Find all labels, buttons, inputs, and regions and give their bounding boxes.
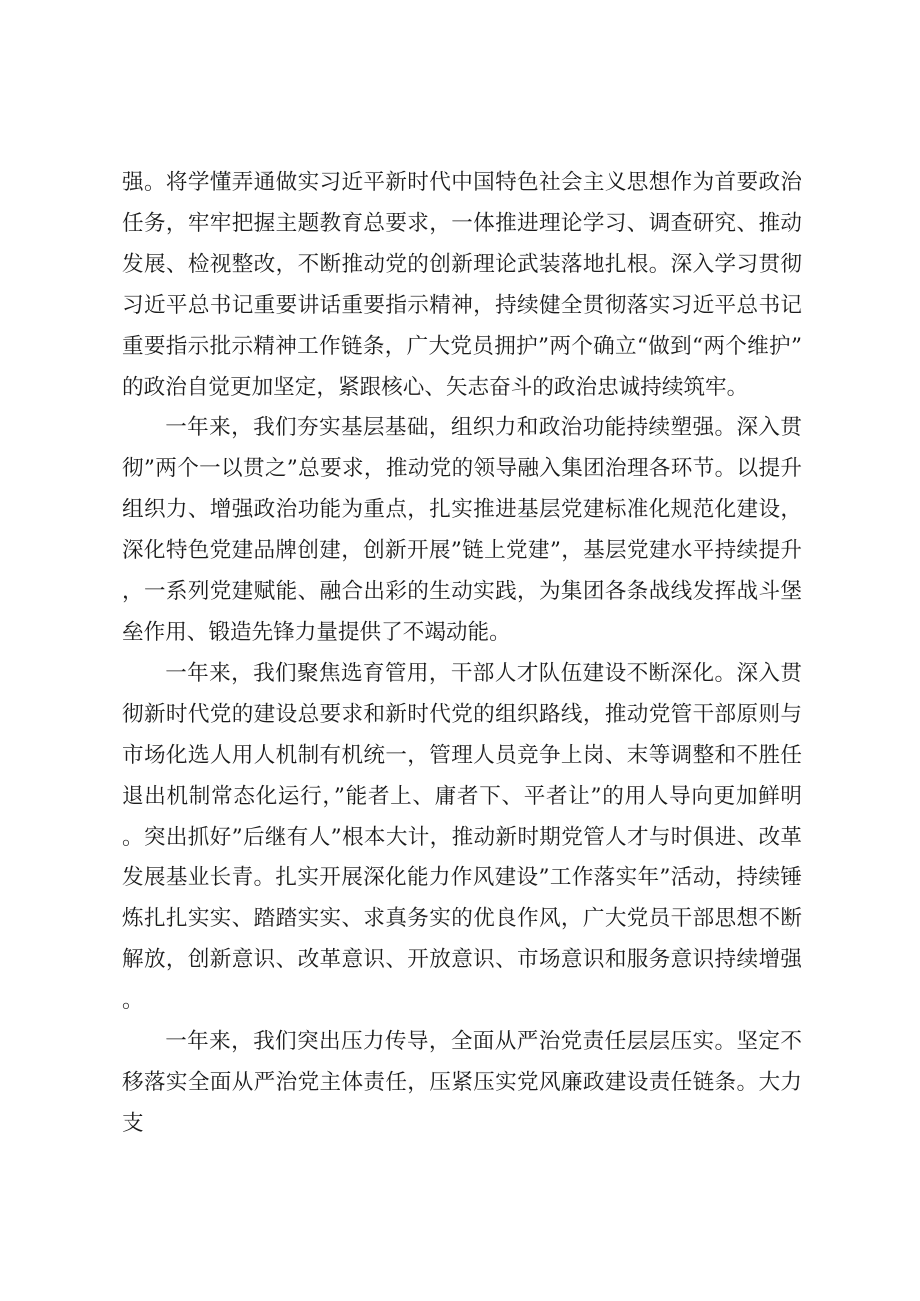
paragraph-continuation: 强。将学懂弄通做实习近平新时代中国特色社会主义思想作为首要政治任务，牢牢把握主题教育总要求，一体推进理论学习、调查研究、推动发展、检视整改，不断推动党的创新理论武装落地扎根。深入学习贯彻习近平总书记重要讲话重要指示精神，持续健全贯彻落实习近平总书记重要指示批示精神工作链条，广大党员拥护”两个确立“做到“两个维护”的政治自觉更加坚定，紧跟核心、矢志奋斗的政治忠诚持续筑牢。 bbox=[122, 170, 802, 400]
paragraph-grassroots: 一年来，我们夯实基层基础，组织力和政治功能持续塑强。深入贯彻”两个一以贯之”总要求，推动党的领导融入集团治理各环节。以提升组织力、增强政治功能为重点，扎实推进基层党建标准化规范化建设，深化特色党建品牌创建，创新开展”链上党建”，基层党建水平持续提升，一系列党建赋能、融合出彩的生动实践，为集团各条战线发挥战斗堡垒作用、锻造先锋力量提供了不竭动能。 bbox=[122, 415, 802, 645]
document-body bbox=[122, 163, 802, 1145]
paragraph-cadres: 一年来，我们聚焦选育管用，干部人才队伍建设不断深化。深入贯彻新时代党的建设总要求和新时代党的组织路线，推动党管干部原则与市场化选人用人机制有机统一，管理人员竞争上岗、末等调整和不胜任退出机制常态化运行，”能者上、庸者下、平者让”的用人导向更加鲜明。突出抓好”后继有人”根本大计，推动新时期党管人才与时俱进、改革发展基业长青。扎实开展深化能力作风建设”工作落实年”活动，持续锤炼扎扎实实、踏踏实实、求真务实的优良作风，广大党员干部思想不断解放，创新意识、改革意识、开放意识、市场意识和服务意识持续增强。 bbox=[122, 660, 802, 1014]
paragraph-discipline: 一年来，我们突出压力传导，全面从严治党责任层层压实。坚定不移落实全面从严治党主体责任，压紧压实党风廉政建设责任链条。大力支 bbox=[122, 1029, 802, 1136]
